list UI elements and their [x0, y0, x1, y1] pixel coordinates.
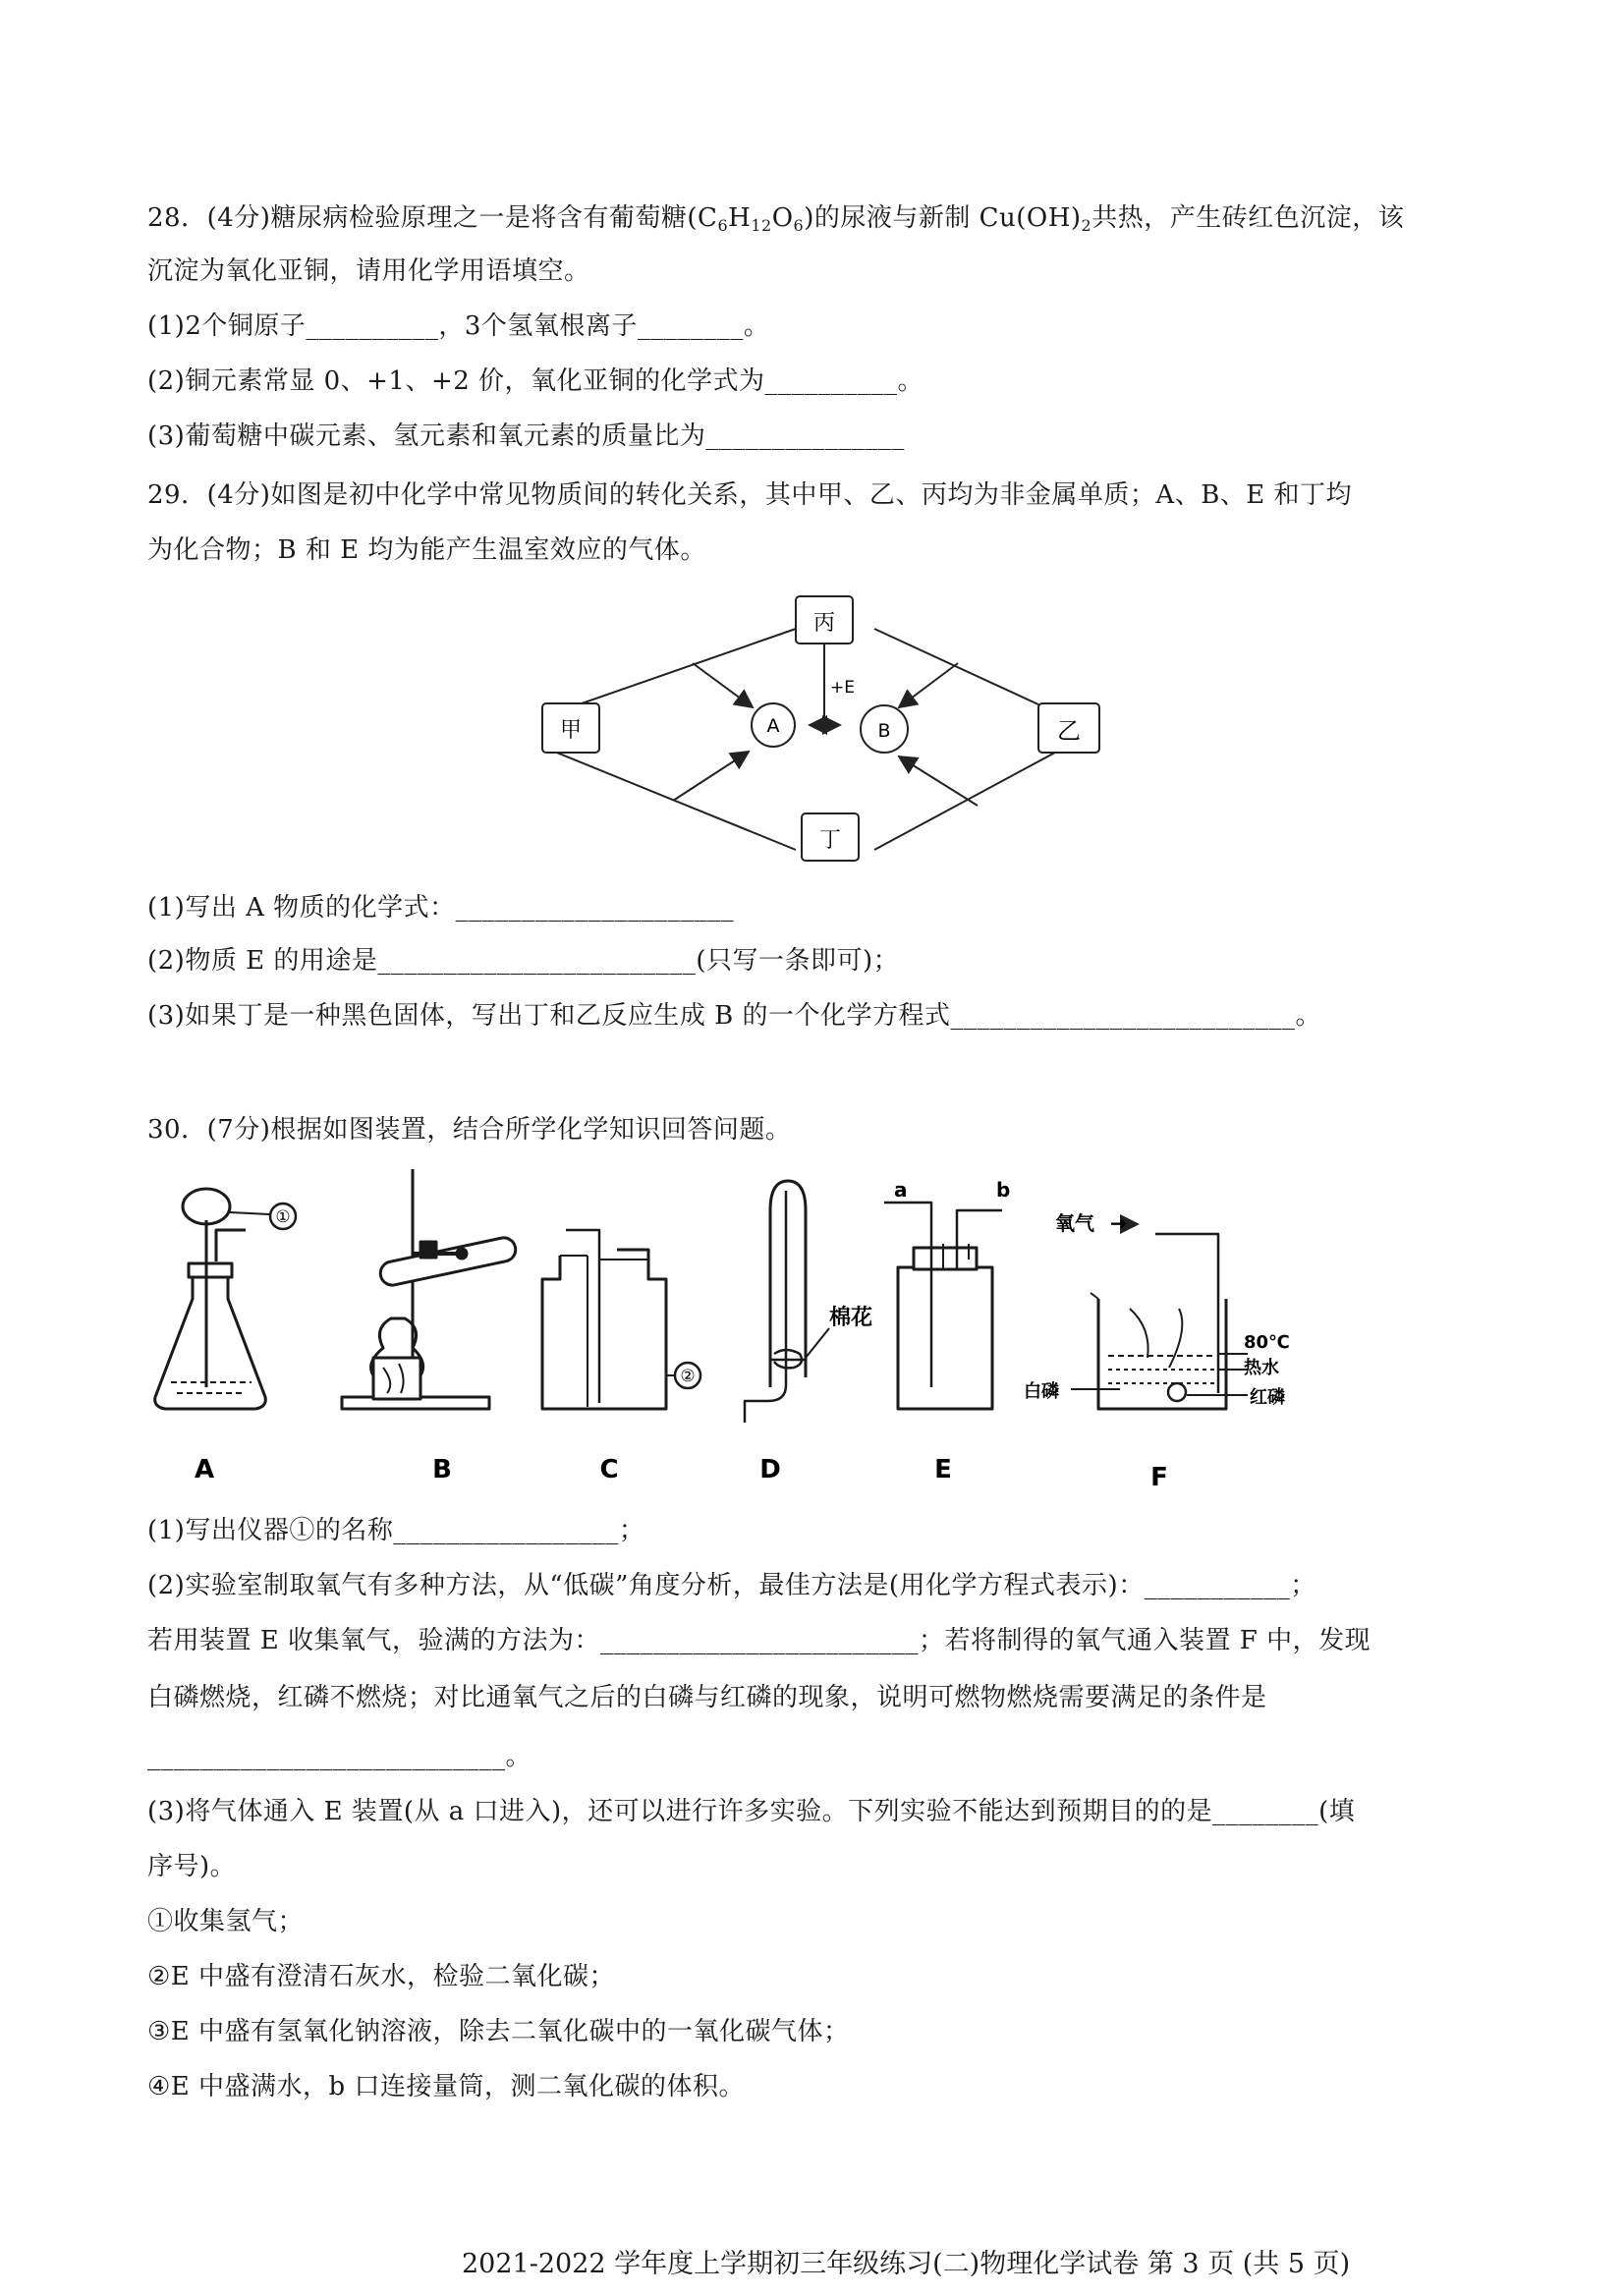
q30-option-3: ③E 中盛有氢氧化钠溶液，除去二氧化碳中的一氧化碳气体； — [147, 2017, 850, 2046]
node-yi: 乙 — [1057, 717, 1081, 745]
q29-part3: (3)如果丁是一种黑色固体，写出丁和乙反应生成 B 的一个化学方程式__________________________。 — [147, 1001, 1321, 1031]
apparatus-figure — [138, 1161, 1493, 1495]
label-white-phosphorus: 白磷 — [1024, 1381, 1059, 1402]
q30-part2-line3: 白磷燃烧，红磷不燃烧；对比通氧气之后的白磷与红磷的现象，说明可燃物燃烧需要满足的条件是 — [147, 1683, 1267, 1712]
q28-stem-line2: 沉淀为氧化亚铜，请用化学用语填空。 — [147, 256, 590, 286]
caption-E: E — [934, 1455, 952, 1484]
q30-part2-line2: 若用装置 E 收集氧气，验满的方法为：________________________；若将制得的氧气通入装置 F 中，发现 — [147, 1626, 1371, 1655]
label-mark-2: ② — [680, 1367, 696, 1386]
q29-stem-line2: 为化合物；B 和 E 均为能产生温室效应的气体。 — [147, 535, 706, 565]
node-A: A — [766, 715, 780, 737]
plus-E-label: +E — [830, 678, 855, 698]
caption-A: A — [194, 1455, 215, 1484]
label-oxygen: 氧气 — [1055, 1211, 1094, 1235]
q30-part1: (1)写出仪器①的名称_________________； — [147, 1516, 645, 1545]
conversion-diagram — [521, 580, 1130, 874]
q30-part2-line1: (2)实验室制取氧气有多种方法，从“低碳”角度分析，最佳方法是(用化学方程式表示)：___________； — [147, 1571, 1316, 1600]
label-mark-1: ① — [275, 1207, 291, 1227]
q30-option-4: ④E 中盛满水，b 口连接量筒，测二氧化碳的体积。 — [147, 2072, 745, 2101]
caption-D: D — [759, 1455, 781, 1484]
q30-part3-line2: 序号)。 — [147, 1852, 237, 1881]
label-80c: 80℃ — [1244, 1332, 1290, 1353]
page-footer: 2021-2022 学年度上学期初三年级练习(二)物理化学试卷 第 3 页 (共 5 页) — [462, 2249, 1351, 2279]
q30-part3-line1: (3)将气体通入 E 装置(从 a 口进入)，还可以进行许多实验。下列实验不能达到预期目的的是________(填 — [147, 1797, 1356, 1826]
q30-option-1: ①收集氢气； — [147, 1907, 305, 1936]
caption-B: B — [432, 1455, 452, 1484]
q29-stem-line1: 29．(4分)如图是初中化学中常见物质间的转化关系，其中甲、乙、丙均为非金属单质；A、B、E 和丁均 — [147, 480, 1353, 510]
caption-C: C — [599, 1455, 619, 1484]
node-jia: 甲 — [559, 718, 583, 743]
q30-option-2: ②E 中盛有澄清石灰水，检验二氧化碳； — [147, 1962, 616, 1991]
node-bing: 丙 — [812, 611, 836, 636]
label-port-b: b — [996, 1178, 1011, 1202]
q28-part2: (2)铜元素常显 0、+1、+2 价，氧化亚铜的化学式为__________。 — [147, 366, 924, 396]
node-B: B — [877, 720, 891, 742]
oxygen-arrow: → — [1110, 1211, 1127, 1235]
q30-part2-line4: ___________________________。 — [147, 1742, 532, 1771]
q29-part1: (1)写出 A 物质的化学式：_____________________ — [147, 893, 735, 923]
label-red-phosphorus: 红磷 — [1250, 1387, 1285, 1408]
q30-stem: 30．(7分)根据如图装置，结合所学化学知识回答问题。 — [147, 1115, 792, 1145]
label-port-a: a — [894, 1178, 908, 1202]
q29-part2: (2)物质 E 的用途是________________________(只写一条即可)； — [147, 946, 900, 976]
q28-part3: (3)葡萄糖中碳元素、氢元素和氧元素的质量比为_______________ — [147, 421, 905, 451]
label-cotton: 棉花 — [829, 1306, 873, 1330]
caption-F: F — [1150, 1463, 1168, 1492]
q28-stem-line1: 28．(4分)糖尿病检验原理之一是将含有葡萄糖$(C_6H_{12}O_6)$的尿液与新制 $Cu(OH)_2$共热，产生砖红色沉淀，该 — [147, 203, 1405, 235]
label-hot-water: 热水 — [1244, 1358, 1279, 1378]
q28-part1: (1)2个铜原子__________，3个氢氧根离子________。 — [147, 311, 770, 341]
node-ding: 丁 — [818, 828, 842, 853]
